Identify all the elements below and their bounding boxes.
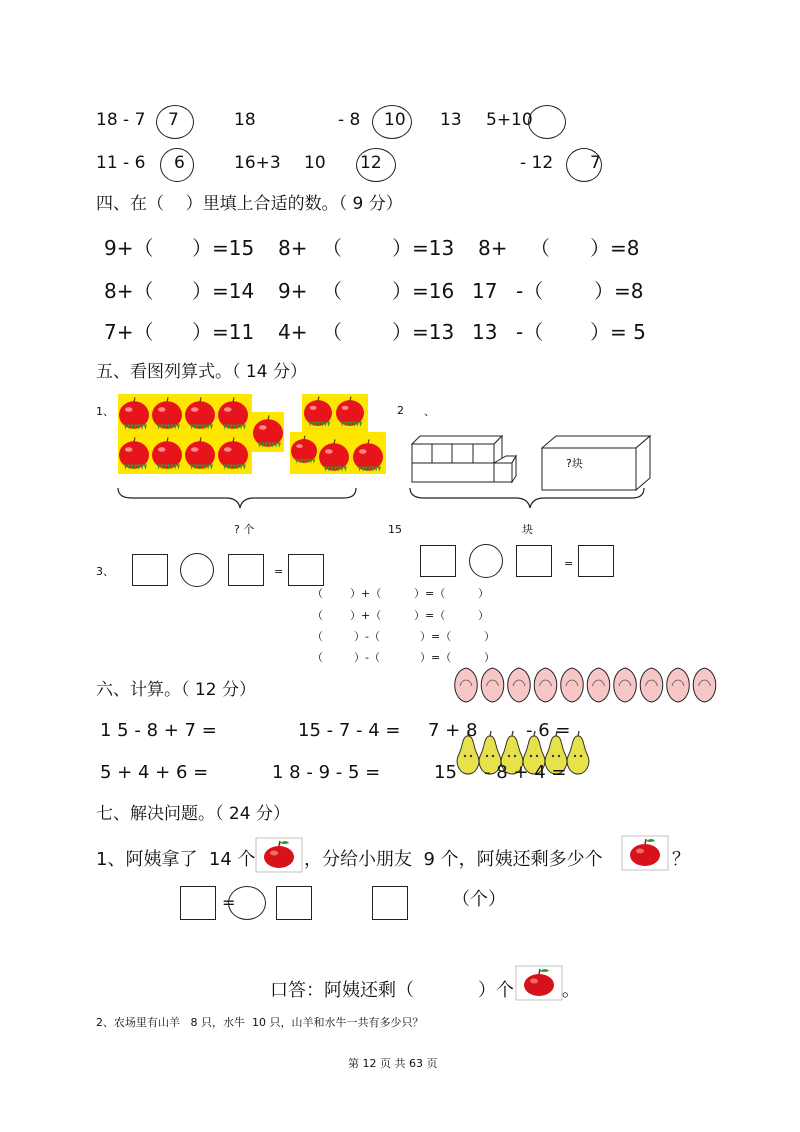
calc-expr: 7 + 8	[428, 720, 478, 741]
apple-icon	[622, 836, 668, 870]
paren: ）	[484, 651, 495, 664]
apple-grid-left	[118, 394, 288, 474]
section-4-heading: 四、在（ ）里填上合适的数。（ 9 分）	[96, 194, 403, 214]
eq-part: 8+（	[104, 279, 154, 303]
section-6-heading: 六、计算。（ 12 分）	[96, 680, 256, 700]
eq-part: ）=8	[590, 236, 640, 260]
answer-value: 6	[174, 153, 185, 173]
answer-value: 7	[590, 153, 601, 173]
eq-part: 17	[472, 279, 498, 303]
expr: - 8	[338, 110, 361, 130]
paren: （	[312, 630, 323, 643]
paren: （	[312, 651, 323, 664]
eq-part: ）=13	[392, 236, 455, 260]
peach-row-image	[452, 664, 722, 706]
peach-icon	[455, 668, 478, 702]
operator-circle[interactable]	[469, 544, 503, 578]
eq-part: （	[322, 320, 342, 344]
calc-expr: 15	[434, 762, 457, 783]
brace-right	[410, 488, 644, 508]
apple-grid-right	[290, 394, 390, 474]
operator-circle[interactable]	[228, 886, 266, 920]
answer-box[interactable]	[228, 554, 264, 586]
paren: ）=（	[420, 630, 452, 643]
calc-expr: 1 8 - 9 - 5 =	[272, 762, 381, 783]
paren: ）-（	[354, 630, 380, 643]
paren: ）=（	[420, 651, 452, 664]
paren: ）	[484, 630, 495, 643]
paren: ）+（	[350, 609, 382, 622]
question-total: ? 个	[234, 523, 255, 536]
eq-part: ）= 5	[590, 320, 646, 344]
section-5-heading: 五、看图列算式。（ 14 分）	[96, 362, 307, 382]
answer-value: 10	[384, 110, 406, 130]
box-label: ?块	[566, 457, 583, 470]
calc-expr: - 6 =	[526, 720, 571, 741]
paren: ）-（	[354, 651, 380, 664]
answer-text-c: 。	[562, 980, 580, 1001]
peach-icon	[587, 668, 610, 702]
answer-box[interactable]	[276, 886, 312, 920]
q2-text: 2、农场里有山羊 8 只，水牛 10 只，山羊和水牛一共有多少只？	[96, 1016, 424, 1029]
eq-part: 8+	[478, 236, 508, 260]
eq-part: 7+（	[104, 320, 154, 344]
q1-text-a: 1、阿姨拿了 14 个	[96, 849, 256, 870]
eq-part: （	[322, 236, 342, 260]
eq-part: （	[322, 279, 342, 303]
paren: ）	[478, 587, 489, 600]
paren: ）=（	[414, 609, 446, 622]
problem-2-sep: 、	[424, 405, 435, 418]
calc-expr: 15 - 7 - 4 =	[298, 720, 401, 741]
expr: 13	[440, 110, 462, 130]
expr: 18 - 7	[96, 110, 146, 130]
unit-ge: （个）	[452, 889, 506, 910]
calc-expr: 5 + 4 + 6 =	[100, 762, 209, 783]
answer-circle[interactable]	[528, 105, 566, 139]
peach-icon	[508, 668, 531, 702]
calc-expr: - 8 + 4 =	[484, 762, 567, 783]
answer-box[interactable]	[578, 545, 614, 577]
eq-part: 4+	[278, 320, 308, 344]
total-15: 15	[388, 523, 402, 536]
paren: （	[312, 609, 323, 622]
peach-icon	[693, 668, 716, 702]
answer-box[interactable]	[288, 554, 324, 586]
eq-part: 9+（	[104, 236, 154, 260]
peach-icon	[534, 668, 557, 702]
q1-text-b: ，分给小朋友 9 个，阿姨还剩多少个	[304, 849, 603, 870]
eq-part: ）=13	[392, 320, 455, 344]
eq-part: ）=14	[192, 279, 255, 303]
equals-sign: =	[222, 893, 236, 912]
operator-circle[interactable]	[180, 553, 214, 587]
eq-part: -（	[516, 320, 544, 344]
apple-icon	[256, 838, 302, 872]
expr: 18	[234, 110, 256, 130]
eq-part: ）=16	[392, 279, 455, 303]
peach-icon	[481, 668, 504, 702]
peach-icon	[561, 668, 584, 702]
paren: ）	[478, 609, 489, 622]
calc-expr: 1 5 - 8 + 7 =	[100, 720, 217, 741]
eq-part: ）=8	[594, 279, 644, 303]
brace-left	[118, 488, 356, 508]
equals-sign: =	[564, 557, 574, 570]
equals-sign: =	[274, 565, 284, 578]
answer-box[interactable]	[516, 545, 552, 577]
answer-box[interactable]	[180, 886, 216, 920]
eq-part: ）=15	[192, 236, 255, 260]
peach-icon	[667, 668, 690, 702]
unit-kuai: 块	[522, 523, 533, 536]
eq-part: 9+	[278, 279, 308, 303]
eq-part: -（	[516, 279, 544, 303]
eq-part: 8+	[278, 236, 308, 260]
answer-value: 7	[168, 110, 179, 130]
peach-icon	[614, 668, 637, 702]
answer-box[interactable]	[420, 545, 456, 577]
cube-blocks-figure	[406, 434, 656, 494]
braces	[116, 486, 676, 510]
expr: 10	[304, 153, 326, 173]
eq-part: ）=11	[192, 320, 255, 344]
expr: - 12	[520, 153, 554, 173]
eq-part: 13	[472, 320, 498, 344]
q1-text-c: ？	[672, 849, 690, 870]
section-7-heading: 七、解决问题。（ 24 分）	[96, 804, 290, 824]
paren: ）=（	[414, 587, 446, 600]
expr: 11 - 6	[96, 153, 146, 173]
apple-icon	[516, 966, 562, 1000]
answer-box[interactable]	[372, 886, 408, 920]
expr: 16+3	[234, 153, 281, 173]
answer-box[interactable]	[132, 554, 168, 586]
expr: 5+10	[486, 110, 533, 130]
answer-value: 12	[360, 153, 382, 173]
problem-1-label: 1、	[96, 405, 114, 418]
paren: ）+（	[350, 587, 382, 600]
peach-icon	[640, 668, 663, 702]
paren: （	[312, 587, 323, 600]
problem-3-label: 3、	[96, 565, 114, 578]
problem-2-label: 2	[397, 404, 404, 417]
answer-text-b: ）个	[478, 980, 514, 1001]
answer-text-a: 口答：阿姨还剩（	[270, 980, 414, 1001]
eq-part: （	[530, 236, 550, 260]
page-footer: 第 12 页 共 63 页	[348, 1057, 438, 1070]
